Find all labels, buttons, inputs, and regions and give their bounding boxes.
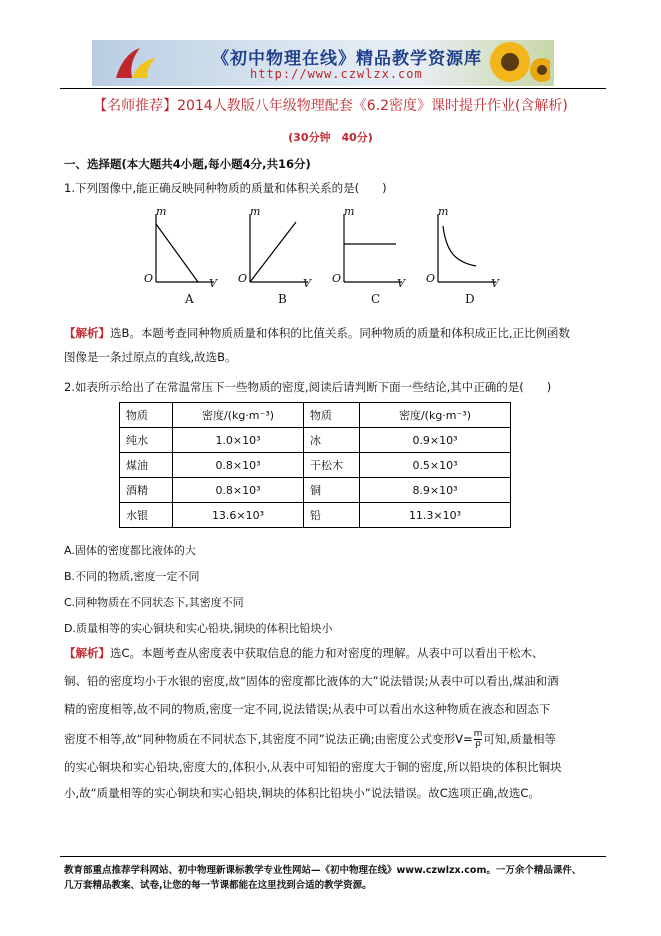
table-row — [120, 478, 511, 503]
table-cell: 酒精 — [120, 478, 173, 503]
graph-b-y-label: m — [250, 205, 261, 218]
table-row — [120, 503, 511, 528]
graph-a-label: A — [185, 292, 194, 306]
table-cell: 0.8×10³ — [173, 453, 304, 478]
table-cell: 干松木 — [304, 453, 360, 478]
time-note: (30分钟 40分) — [288, 131, 373, 144]
table-header-row — [120, 403, 511, 428]
graph-c-x-label: V — [397, 277, 405, 290]
q2-analysis-line1: 【解析】选C。本题考查从密度表中获取信息的能力和对密度的理解。从表中可以看出干松木、 — [64, 646, 544, 660]
question-1-text: 1.下列图像中,能正确反映同种物质的质量和体积关系的是( ) — [64, 181, 387, 195]
graph-a-x-label: V — [209, 277, 217, 290]
table-header-cell: 密度/(kg·m⁻³) — [360, 403, 511, 428]
table-cell: 0.9×10³ — [360, 428, 511, 453]
table-cell: 8.9×10³ — [360, 478, 511, 503]
q2-analysis-line2: 铜、铅的密度均小于水银的密度,故“固体的密度都比液体的大”说法错误;从表中可以看出,煤油和酒 — [64, 674, 559, 688]
q2-analysis-line3: 精的密度相等,故不同的物质,密度一定不同,说法错误;从表中可以看出水这种物质在液态和固态下 — [64, 702, 551, 716]
banner-title: 《初中物理在线》精品教学资源库 — [212, 49, 482, 69]
banner-url: http://www.czwlzx.com — [250, 67, 423, 81]
graph-c-label: C — [371, 292, 381, 306]
density-table — [119, 402, 511, 528]
table-cell: 铅 — [304, 503, 360, 528]
graph-a-y-label: m — [156, 205, 167, 218]
graph-a-origin: O — [144, 272, 154, 285]
option-a: A.固体的密度都比液体的大 — [64, 544, 196, 557]
table-cell: 11.3×10³ — [360, 503, 511, 528]
q1-analysis-line1: 【解析】选B。本题考查同种物质质量和体积的比值关系。同种物质的质量和体积成正比,正比例函数 — [64, 326, 571, 340]
graph-d-x-label: V — [491, 277, 499, 290]
sunflower-icon — [470, 40, 550, 86]
logo-icon — [110, 44, 162, 84]
table-cell: 冰 — [304, 428, 360, 453]
question-2-text: 2.如表所示给出了在常温常压下一些物质的密度,阅读后请判断下面一些结论,其中正确的是( ) — [64, 380, 552, 394]
graph-d-label: D — [465, 292, 475, 306]
table-header-cell: 物质 — [304, 403, 360, 428]
table-header-cell: 密度/(kg·m⁻³) — [173, 403, 304, 428]
graph-c-origin: O — [332, 272, 342, 285]
header-banner — [92, 40, 554, 86]
graph-b-x-label: V — [303, 277, 311, 290]
table-cell: 纯水 — [120, 428, 173, 453]
table-cell: 13.6×10³ — [173, 503, 304, 528]
analysis-tag: 【解析】 — [64, 326, 110, 340]
graph-d-origin: O — [426, 272, 436, 285]
graph-c-y-label: m — [344, 205, 355, 218]
document-title: 【名师推荐】2014人教版八年级物理配套《6.2密度》课时提升作业(含解析) — [93, 98, 568, 114]
graph-b-origin: O — [238, 272, 248, 285]
option-b: B.不同的物质,密度一定不同 — [64, 570, 200, 583]
table-cell: 铜 — [304, 478, 360, 503]
table-cell: 煤油 — [120, 453, 173, 478]
density-formula-fraction: $\frac{m}{\rho}$ — [473, 729, 483, 749]
option-c: C.同种物质在不同状态下,其密度不同 — [64, 596, 244, 609]
q2-analysis-line6: 小,故“质量相等的实心铜块和实心铅块,铜块的体积比铅块小”说法错误。故C选项正确,故选C。 — [64, 786, 540, 800]
graph-d-y-label: m — [438, 205, 449, 218]
table-cell: 1.0×10³ — [173, 428, 304, 453]
table-row — [120, 453, 511, 478]
q2-analysis-line4: 密度不相等,故“同种物质在不同状态下,其密度不同”说法正确;由密度公式变形V= $\frac{m}{\rho}$ 可知,质量相等 — [64, 729, 557, 749]
header-rule — [60, 88, 606, 89]
table-cell: 水银 — [120, 503, 173, 528]
section-title: 一、选择题(本大题共4小题,每小题4分,共16分) — [64, 157, 311, 171]
table-row — [120, 428, 511, 453]
footer-rule — [60, 856, 606, 857]
table-cell: 0.5×10³ — [360, 453, 511, 478]
table-header-cell: 物质 — [120, 403, 173, 428]
footer-line1: 教育部重点推荐学科网站、初中物理新课标教学专业性网站—《初中物理在线》www.czwlzx.com。一万余个精品课件、 — [64, 865, 582, 876]
option-d: D.质量相等的实心铜块和实心铅块,铜块的体积比铅块小 — [64, 622, 333, 635]
q1-analysis-line2: 图像是一条过原点的直线,故选B。 — [64, 350, 237, 364]
graph-b-label: B — [278, 292, 287, 306]
table-cell: 0.8×10³ — [173, 478, 304, 503]
footer-line2: 几万套精品教案、试卷,让您的每一节课都能在这里找到合适的教学资源。 — [64, 880, 372, 891]
analysis-tag: 【解析】 — [64, 646, 110, 660]
q2-analysis-line5: 的实心铜块和实心铅块,密度大的,体积小,从表中可知铅的密度大于铜的密度,所以铅块的体积比铜块 — [64, 760, 562, 774]
